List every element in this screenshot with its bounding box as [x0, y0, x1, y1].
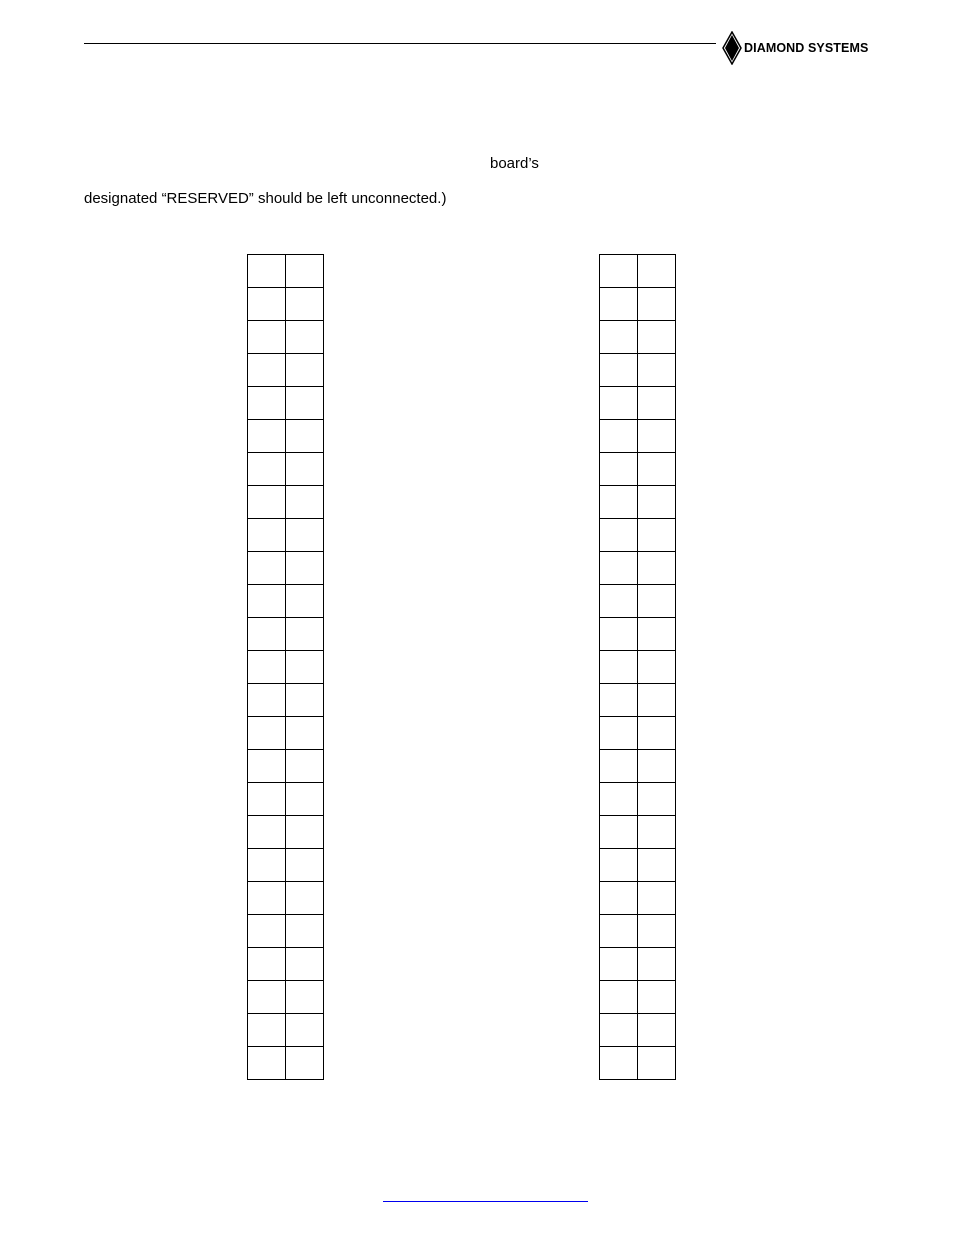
- table-cell: [600, 486, 638, 519]
- table-row: [248, 321, 324, 354]
- table-row: [600, 882, 676, 915]
- table-row: [600, 552, 676, 585]
- table-cell: [638, 849, 676, 882]
- table-cell: [600, 288, 638, 321]
- table-row: [600, 717, 676, 750]
- brand-name: DIAMOND SYSTEMS: [744, 41, 869, 55]
- table-cell: [638, 585, 676, 618]
- table-row: [248, 750, 324, 783]
- table-cell: [638, 321, 676, 354]
- table-cell: [638, 552, 676, 585]
- table-cell: [248, 288, 286, 321]
- table-cell: [638, 288, 676, 321]
- table-cell: [286, 453, 324, 486]
- table-cell: [600, 453, 638, 486]
- table-cell: [248, 915, 286, 948]
- table-row: [600, 1014, 676, 1047]
- table-cell: [286, 354, 324, 387]
- brand-logo: [722, 31, 868, 65]
- table-row: [248, 915, 324, 948]
- table-row: [600, 420, 676, 453]
- table-cell: [638, 750, 676, 783]
- table-cell: [286, 915, 324, 948]
- table-row: [600, 948, 676, 981]
- table-row: [248, 651, 324, 684]
- table-cell: [600, 816, 638, 849]
- pin-table-left: [247, 254, 324, 1080]
- table-cell: [286, 651, 324, 684]
- table-cell: [248, 1014, 286, 1047]
- table-row: [600, 585, 676, 618]
- table-cell: [600, 1014, 638, 1047]
- table-cell: [638, 783, 676, 816]
- table-cell: [248, 552, 286, 585]
- table-cell: [638, 915, 676, 948]
- table-cell: [638, 981, 676, 1014]
- table-row: [600, 519, 676, 552]
- table-row: [600, 288, 676, 321]
- table-cell: [248, 321, 286, 354]
- table-cell: [638, 717, 676, 750]
- table-row: [248, 387, 324, 420]
- table-cell: [638, 387, 676, 420]
- table-cell: [638, 651, 676, 684]
- table-cell: [638, 1014, 676, 1047]
- table-row: [600, 684, 676, 717]
- table-cell: [248, 849, 286, 882]
- table-cell: [638, 882, 676, 915]
- table-cell: [600, 684, 638, 717]
- table-row: [248, 255, 324, 288]
- table-cell: [600, 882, 638, 915]
- table-cell: [600, 585, 638, 618]
- table-cell: [286, 552, 324, 585]
- pin-table-right: [599, 254, 676, 1080]
- table-row: [600, 651, 676, 684]
- table-cell: [248, 486, 286, 519]
- table-cell: [248, 882, 286, 915]
- table-cell: [286, 948, 324, 981]
- table-row: [248, 420, 324, 453]
- footer-link[interactable]: [383, 1201, 588, 1202]
- table-row: [248, 783, 324, 816]
- table-cell: [286, 618, 324, 651]
- table-cell: [286, 486, 324, 519]
- table-cell: [600, 915, 638, 948]
- table-cell: [638, 816, 676, 849]
- table-row: [600, 321, 676, 354]
- table-cell: [248, 519, 286, 552]
- table-row: [248, 849, 324, 882]
- table-cell: [248, 750, 286, 783]
- table-cell: [248, 1047, 286, 1080]
- table-row: [248, 519, 324, 552]
- table-row: [248, 717, 324, 750]
- table-cell: [638, 684, 676, 717]
- table-cell: [248, 585, 286, 618]
- table-cell: [248, 453, 286, 486]
- body-text-line1: board’s: [490, 155, 539, 172]
- table-cell: [286, 849, 324, 882]
- table-row: [248, 981, 324, 1014]
- table-row: [600, 1047, 676, 1080]
- body-text-line2: designated “RESERVED” should be left unconnected.): [84, 190, 447, 207]
- table-cell: [638, 618, 676, 651]
- table-cell: [638, 519, 676, 552]
- table-cell: [600, 651, 638, 684]
- table-cell: [248, 816, 286, 849]
- table-row: [600, 915, 676, 948]
- table-cell: [638, 420, 676, 453]
- table-cell: [248, 783, 286, 816]
- table-cell: [248, 981, 286, 1014]
- table-cell: [286, 288, 324, 321]
- table-cell: [638, 453, 676, 486]
- table-cell: [286, 585, 324, 618]
- table-cell: [638, 354, 676, 387]
- table-cell: [248, 651, 286, 684]
- table-cell: [600, 321, 638, 354]
- table-row: [248, 948, 324, 981]
- table-cell: [600, 849, 638, 882]
- table-cell: [286, 1047, 324, 1080]
- table-cell: [600, 552, 638, 585]
- table-row: [248, 684, 324, 717]
- table-row: [600, 750, 676, 783]
- table-cell: [286, 1014, 324, 1047]
- table-row: [248, 288, 324, 321]
- table-cell: [638, 1047, 676, 1080]
- table-cell: [286, 750, 324, 783]
- table-cell: [286, 882, 324, 915]
- table-row: [600, 981, 676, 1014]
- table-row: [600, 387, 676, 420]
- table-cell: [638, 948, 676, 981]
- table-cell: [248, 255, 286, 288]
- table-row: [600, 453, 676, 486]
- table-cell: [286, 717, 324, 750]
- table-cell: [286, 783, 324, 816]
- table-cell: [600, 750, 638, 783]
- table-cell: [286, 816, 324, 849]
- table-cell: [286, 519, 324, 552]
- table-row: [600, 255, 676, 288]
- table-cell: [286, 321, 324, 354]
- table-cell: [600, 354, 638, 387]
- table-row: [600, 849, 676, 882]
- table-cell: [638, 255, 676, 288]
- table-row: [248, 585, 324, 618]
- table-cell: [638, 486, 676, 519]
- table-cell: [248, 387, 286, 420]
- table-cell: [600, 255, 638, 288]
- table-cell: [286, 387, 324, 420]
- table-cell: [600, 717, 638, 750]
- table-cell: [600, 387, 638, 420]
- table-cell: [248, 354, 286, 387]
- table-row: [248, 552, 324, 585]
- table-row: [600, 783, 676, 816]
- table-row: [248, 486, 324, 519]
- table-row: [600, 618, 676, 651]
- table-row: [600, 354, 676, 387]
- table-row: [600, 816, 676, 849]
- table-row: [248, 354, 324, 387]
- table-row: [248, 882, 324, 915]
- table-cell: [286, 981, 324, 1014]
- table-cell: [248, 618, 286, 651]
- table-cell: [600, 783, 638, 816]
- table-cell: [600, 981, 638, 1014]
- table-cell: [600, 948, 638, 981]
- table-cell: [600, 519, 638, 552]
- table-row: [248, 1014, 324, 1047]
- table-row: [248, 1047, 324, 1080]
- table-row: [600, 486, 676, 519]
- diamond-logo-icon: [722, 31, 742, 65]
- table-cell: [600, 1047, 638, 1080]
- table-cell: [248, 420, 286, 453]
- table-cell: [600, 618, 638, 651]
- table-cell: [248, 948, 286, 981]
- table-cell: [600, 420, 638, 453]
- table-row: [248, 816, 324, 849]
- table-cell: [286, 255, 324, 288]
- table-cell: [286, 420, 324, 453]
- table-cell: [248, 684, 286, 717]
- table-cell: [248, 717, 286, 750]
- table-row: [248, 618, 324, 651]
- table-cell: [286, 684, 324, 717]
- header-rule: [84, 43, 716, 44]
- table-row: [248, 453, 324, 486]
